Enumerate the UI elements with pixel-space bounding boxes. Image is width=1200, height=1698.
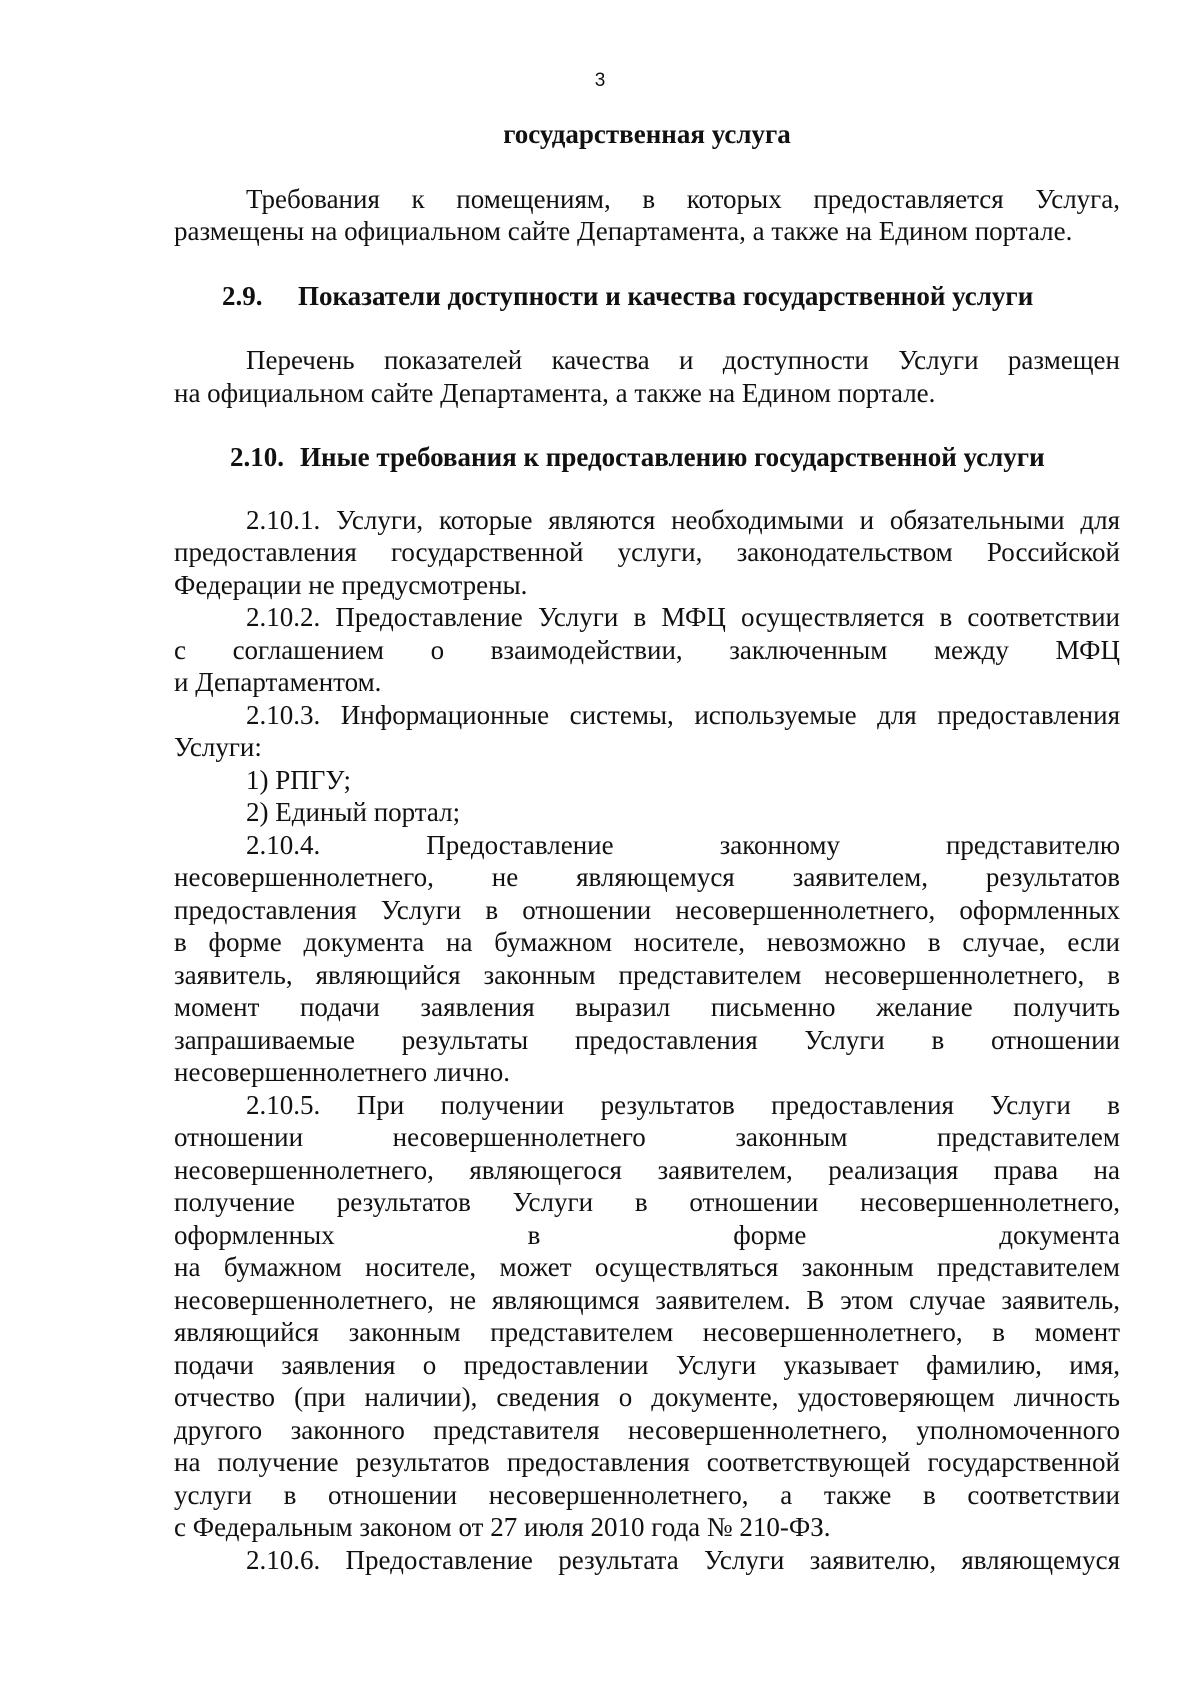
para-indicators-line-1: Перечень показателей качества и доступности Услуги размещен bbox=[246, 345, 1120, 375]
word: 2.10.4. bbox=[246, 829, 321, 860]
p-2-10-5-line-2: отношении несовершеннолетнего законным представителем bbox=[174, 1122, 1120, 1152]
word: в bbox=[527, 1219, 541, 1250]
p-2-10-1-line-1: 2.10.1. Услуги, которые являются необходимыми и обязательными для bbox=[246, 504, 1120, 535]
p-2-10-5-line-4: получение результатов Услуги в отношении несовершеннолетнего, bbox=[174, 1187, 1120, 1217]
section-2-9-heading bbox=[174, 280, 1120, 313]
p-2-10-5-line-1: 2.10.5. При получении результатов предоставления Услуги в bbox=[246, 1089, 1120, 1120]
word: представителю bbox=[945, 829, 1120, 860]
p-2-10-5-line: несовершеннолетнего, не являющимся заявителем. В этом случае заявитель, bbox=[174, 1284, 1120, 1315]
p-2-10-5-line: на получение результатов предоставления соответствующей государственной bbox=[174, 1447, 1120, 1477]
p-2-10-2-line-3: и Департаментом. bbox=[174, 667, 382, 697]
p-2-10-5-line: другого законного представителя несовершеннолетнего, уполномоченного bbox=[174, 1414, 1120, 1445]
p-2-10-5-line-3: несовершеннолетнего, являющегося заявителем, реализация права на bbox=[174, 1154, 1120, 1185]
word: форме bbox=[733, 1219, 807, 1250]
p-2-10-6-line-1: 2.10.6. Предоставление результата Услуги заявителю, являющемуся bbox=[246, 1544, 1120, 1575]
page-number: 3 bbox=[594, 70, 606, 91]
p-2-10-3-line-2: Услуги: bbox=[174, 732, 262, 762]
p-2-10-4-line: несовершеннолетнего, не являющемуся заявителем, результатов bbox=[174, 862, 1120, 892]
word: Предоставление bbox=[426, 829, 614, 860]
list-item-2: 2) Единый портал; bbox=[246, 797, 461, 827]
para-premises-line-1: Требования к помещениям, в которых предоставляется Услуга, bbox=[246, 183, 1120, 214]
list-item-1: 1) РПГУ; bbox=[246, 764, 351, 795]
para-premises-line-2: размещены на официальном сайте Департамента, а также на Едином портале. bbox=[174, 216, 1073, 246]
word: соглашением bbox=[232, 634, 384, 665]
word: МФЦ bbox=[1055, 634, 1120, 665]
section-2-10-heading bbox=[174, 441, 1120, 474]
p-2-10-4-line: заявитель, являющийся законным представителем несовершеннолетнего, в bbox=[174, 959, 1120, 990]
p-2-10-2-line-2 bbox=[174, 634, 1120, 667]
p-2-10-5-line: являющийся законным представителем несовершеннолетнего, в момент bbox=[174, 1317, 1120, 1347]
word: документа bbox=[999, 1219, 1120, 1250]
word: взаимодействии, bbox=[490, 634, 683, 665]
word: о bbox=[430, 634, 445, 665]
p-2-10-4-line: момент подачи заявления выразил письменно желание получить bbox=[174, 992, 1120, 1022]
p-2-10-5-line-5 bbox=[174, 1219, 1120, 1252]
word: с bbox=[174, 634, 186, 665]
section-2-10-title: Иные требования к предоставлению государственной услуги bbox=[300, 442, 1045, 472]
p-2-10-4-last: несовершеннолетнего лично. bbox=[174, 1057, 511, 1087]
p-2-10-4-line: в форме документа на бумажном носителе, невозможно в случае, если bbox=[174, 927, 1120, 957]
p-2-10-5-line: подачи заявления о предоставлении Услуги указывает фамилию, имя, bbox=[174, 1349, 1120, 1380]
section-2-9-number: 2.9. bbox=[222, 280, 263, 311]
p-2-10-1-line-2: предоставления государственной услуги, законодательством Российской bbox=[174, 537, 1120, 567]
document-body bbox=[174, 118, 1120, 1576]
word: заключенным bbox=[729, 634, 888, 665]
p-2-10-1-line-3: Федерации не предусмотрены. bbox=[174, 569, 528, 600]
p-2-10-5-last: с Федеральным законом от 27 июля 2010 года № 210-ФЗ. bbox=[174, 1512, 831, 1542]
section-2-9-title: Показатели доступности и качества государственной услуги bbox=[298, 280, 1034, 311]
p-2-10-4-line-1 bbox=[174, 829, 1120, 862]
p-2-10-4-line: предоставления Услуги в отношении несовершеннолетнего, оформленных bbox=[174, 894, 1120, 925]
p-2-10-3-line-1: 2.10.3. Информационные системы, используемые для предоставления bbox=[246, 699, 1120, 730]
section-2-10-number: 2.10. bbox=[230, 442, 284, 472]
word: законному bbox=[719, 829, 840, 860]
para-indicators-line-2: на официальном сайте Департамента, а также на Едином портале. bbox=[174, 377, 936, 408]
p-2-10-5-line: отчество (при наличии), сведения о документе, удостоверяющем личность bbox=[174, 1382, 1120, 1412]
p-2-10-5-line: на бумажном носителе, может осуществляться законным представителем bbox=[174, 1252, 1120, 1282]
word: между bbox=[933, 634, 1009, 665]
heading-continuation: государственная услуга bbox=[503, 119, 791, 149]
word: оформленных bbox=[174, 1219, 335, 1250]
p-2-10-4-line: запрашиваемые результаты предоставления Услуги в отношении bbox=[174, 1024, 1120, 1055]
p-2-10-2-line-1: 2.10.2. Предоставление Услуги в МФЦ осуществляется в соответствии bbox=[246, 602, 1120, 632]
p-2-10-5-line: услуги в отношении несовершеннолетнего, а также в соответствии bbox=[174, 1479, 1120, 1510]
